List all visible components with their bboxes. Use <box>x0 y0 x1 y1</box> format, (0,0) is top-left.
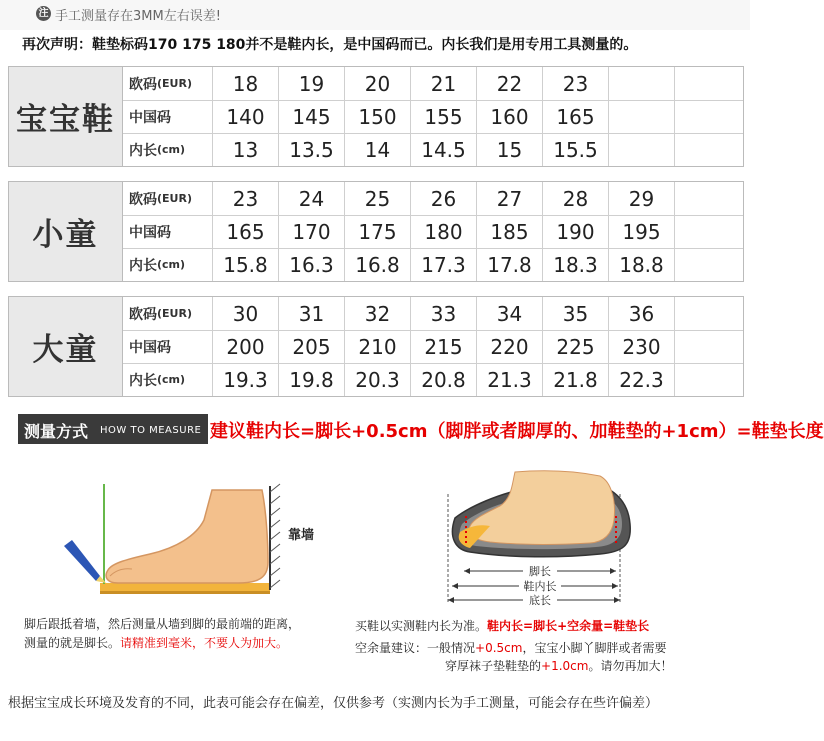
note-right-line3 <box>445 657 672 674</box>
row-header <box>123 133 213 166</box>
table-row-eur <box>123 297 743 331</box>
table-cell: 13 <box>213 133 279 166</box>
table-cell: 14 <box>345 133 411 166</box>
table-cell <box>675 133 741 166</box>
row-header <box>123 297 213 330</box>
table-cell: 36 <box>609 297 675 330</box>
table-cell <box>675 330 741 363</box>
measure-formula: 建议鞋内长=脚长+0.5cm（脚胖或者脚厚的、加鞋垫的+1cm）=鞋垫长度 <box>210 421 824 442</box>
table-cell: 21.8 <box>543 363 609 396</box>
table-cell: 17.8 <box>477 248 543 281</box>
sole-length-label: 底长 <box>529 594 551 607</box>
top-note-text: 手工测量存在3MM左右误差! <box>55 9 221 24</box>
table-cell: 140 <box>213 100 279 133</box>
row-header <box>123 100 213 133</box>
table-cell <box>675 215 741 248</box>
table-cell: 15.8 <box>213 248 279 281</box>
row-header-label: 中国码 <box>129 339 171 356</box>
row-header-unit: (cm) <box>157 258 186 271</box>
table-cell <box>675 100 741 133</box>
table-cell: 24 <box>279 182 345 215</box>
row-header-label: 中国码 <box>129 109 171 126</box>
table-row-inner <box>123 363 743 396</box>
wall-label: 靠墙 <box>288 528 315 543</box>
table-cell <box>609 100 675 133</box>
table-cell: 18.8 <box>609 248 675 281</box>
table-cell: 210 <box>345 330 411 363</box>
table-row-eur <box>123 67 743 101</box>
table-cell: 190 <box>543 215 609 248</box>
table-cell: 19 <box>279 67 345 100</box>
table-label: 小童 <box>9 182 123 281</box>
table-cell: 20 <box>345 67 411 100</box>
table-cell: 15.5 <box>543 133 609 166</box>
note-right-text: ，宝宝小脚丫脚胖或者需要 <box>522 641 667 655</box>
table-cell: 23 <box>213 182 279 215</box>
row-header-label: 欧码 <box>129 306 157 323</box>
table-cell: 16.3 <box>279 248 345 281</box>
table-cell: 14.5 <box>411 133 477 166</box>
note-left-line2 <box>24 634 288 651</box>
row-header <box>123 67 213 100</box>
table-row-inner <box>123 133 743 166</box>
note-right-line1 <box>355 617 649 634</box>
row-header-label: 中国码 <box>129 224 171 241</box>
table-cell: 18.3 <box>543 248 609 281</box>
table-label: 宝宝鞋 <box>9 67 123 166</box>
table-cell: 20.3 <box>345 363 411 396</box>
row-header-label: 欧码 <box>129 191 157 208</box>
table-cell <box>609 67 675 100</box>
size-table-small-kids <box>8 181 744 282</box>
table-cell: 31 <box>279 297 345 330</box>
table-cell <box>675 363 741 396</box>
row-header <box>123 248 213 281</box>
table-row-cn <box>123 215 743 249</box>
row-header <box>123 363 213 396</box>
table-label: 大童 <box>9 297 123 396</box>
floor-bar <box>100 583 270 591</box>
foot-length-label: 脚长 <box>529 565 551 578</box>
table-cell: 165 <box>543 100 609 133</box>
table-cell: 175 <box>345 215 411 248</box>
table-cell: 155 <box>411 100 477 133</box>
table-cell: 26 <box>411 182 477 215</box>
pen-icon <box>64 540 106 583</box>
table-cell: 22.3 <box>609 363 675 396</box>
table-cell <box>675 67 741 100</box>
row-header-label: 内长 <box>129 142 157 159</box>
statement-text: 再次声明：鞋垫标码170 175 180并不是鞋内长，是中国码而已。内长我们是用专用工具测量的。 <box>22 37 638 53</box>
table-cell: 13.5 <box>279 133 345 166</box>
table-cell <box>675 182 741 215</box>
table-row-eur <box>123 182 743 216</box>
note-left-line1: 脚后跟抵着墙，然后测量从墙到脚的最前端的距离， <box>24 617 301 631</box>
table-cell: 28 <box>543 182 609 215</box>
table-cell: 29 <box>609 182 675 215</box>
table-cell: 205 <box>279 330 345 363</box>
row-header <box>123 215 213 248</box>
table-cell: 170 <box>279 215 345 248</box>
table-cell: 18 <box>213 67 279 100</box>
table-cell: 200 <box>213 330 279 363</box>
table-cell: 160 <box>477 100 543 133</box>
table-cell: 23 <box>543 67 609 100</box>
note-badge: 注 <box>36 6 51 21</box>
table-row-cn <box>123 100 743 134</box>
row-header-unit: (EUR) <box>157 307 192 320</box>
note-left-text: 测量的就是脚长。 <box>24 636 121 650</box>
table-cell: 15 <box>477 133 543 166</box>
table-cell: 21 <box>411 67 477 100</box>
row-header-unit: (EUR) <box>157 192 192 205</box>
table-cell: 215 <box>411 330 477 363</box>
table-cell <box>675 297 741 330</box>
table-cell: 27 <box>477 182 543 215</box>
table-cell: 20.8 <box>411 363 477 396</box>
table-cell: 150 <box>345 100 411 133</box>
inner-length-label: 鞋内长 <box>523 580 557 593</box>
table-cell: 195 <box>609 215 675 248</box>
table-row-inner <box>123 248 743 281</box>
measure-title-en: HOW TO MEASURE <box>100 425 202 436</box>
row-header-label: 内长 <box>129 257 157 274</box>
footer-disclaimer: 根据宝宝成长环境及发育的不同，此表可能会存在偏差，仅供参考（实测内长为手工测量，可能会存在些许偏差） <box>8 696 659 711</box>
note-right-value: +0.5cm <box>475 641 523 655</box>
row-header <box>123 182 213 215</box>
note-right-value: +1.0cm <box>541 659 589 673</box>
note-right-formula: 鞋内长=脚长+空余量=鞋垫长 <box>487 619 650 633</box>
table-cell: 145 <box>279 100 345 133</box>
table-cell: 19.8 <box>279 363 345 396</box>
table-cell: 180 <box>411 215 477 248</box>
row-header-unit: (EUR) <box>157 77 192 90</box>
table-cell: 21.3 <box>477 363 543 396</box>
foot-wall-diagram <box>64 484 314 594</box>
table-cell: 185 <box>477 215 543 248</box>
table-cell: 16.8 <box>345 248 411 281</box>
row-header-unit: (cm) <box>157 143 186 156</box>
shoe-diagram <box>448 471 630 607</box>
row-header-label: 内长 <box>129 372 157 389</box>
table-cell: 35 <box>543 297 609 330</box>
table-cell: 17.3 <box>411 248 477 281</box>
table-cell <box>609 133 675 166</box>
table-cell: 220 <box>477 330 543 363</box>
row-header-label: 欧码 <box>129 76 157 93</box>
note-right-line2 <box>355 639 666 656</box>
table-cell <box>675 248 741 281</box>
table-cell: 25 <box>345 182 411 215</box>
table-cell: 32 <box>345 297 411 330</box>
note-left-warning: 请精准到毫米，不要人为加大。 <box>120 636 289 650</box>
row-header <box>123 330 213 363</box>
note-right-text: 买鞋以实测鞋内长为准。 <box>355 619 488 633</box>
table-cell: 165 <box>213 215 279 248</box>
table-cell: 22 <box>477 67 543 100</box>
table-cell: 225 <box>543 330 609 363</box>
table-row-cn <box>123 330 743 364</box>
size-table-baby <box>8 66 744 167</box>
table-cell: 230 <box>609 330 675 363</box>
table-cell: 33 <box>411 297 477 330</box>
note-right-text: 穿厚袜子垫鞋垫的 <box>445 659 542 673</box>
size-table-big-kids <box>8 296 744 397</box>
table-cell: 30 <box>213 297 279 330</box>
note-right-text: 空余量建议：一般情况 <box>355 641 476 655</box>
note-right-text: 。请勿再加大！ <box>588 659 673 673</box>
measure-title: 测量方式 <box>24 422 89 441</box>
table-cell: 19.3 <box>213 363 279 396</box>
table-cell: 34 <box>477 297 543 330</box>
row-header-unit: (cm) <box>157 373 186 386</box>
